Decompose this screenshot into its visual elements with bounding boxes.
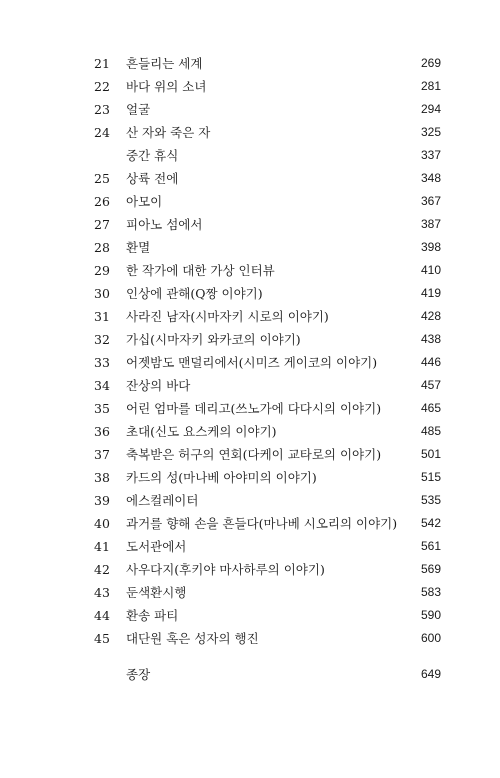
- toc-entry-title: 종장: [126, 667, 151, 682]
- toc-entry: [0, 121, 500, 144]
- toc-entry-page: 649: [420, 667, 441, 681]
- toc-entry: [0, 305, 500, 328]
- toc-entry: [0, 443, 500, 466]
- toc-entry-number: 26: [94, 194, 110, 209]
- toc-entry: [0, 604, 500, 627]
- toc-entry: [0, 489, 500, 512]
- toc-entry-title: 대단원 혹은 성자의 행진: [126, 631, 259, 646]
- toc-entry-title: 초대(신도 요스케의 이야기): [126, 424, 277, 439]
- toc-entry-number: 30: [94, 286, 110, 301]
- toc-entry-page: 561: [420, 539, 441, 553]
- toc-entry-page: 583: [420, 585, 441, 599]
- toc-entry-title: 환송 파티: [126, 608, 179, 623]
- toc-entry-number: 44: [94, 608, 110, 623]
- toc-entry: [0, 259, 500, 282]
- toc-entry-title: 사우다지(후키야 마사하루의 이야기): [126, 562, 325, 577]
- toc-entry-page: 387: [420, 217, 441, 231]
- toc-entry-title: 에스컬레이터: [126, 493, 199, 508]
- toc-entry-number: 24: [94, 125, 110, 140]
- toc-entry-page: 410: [420, 263, 441, 277]
- toc-entry-page: 465: [420, 401, 441, 415]
- toc-entry-title: 과거를 향해 손을 흔들다(마나베 시오리의 이야기): [126, 516, 398, 531]
- toc-entry: [0, 52, 500, 75]
- toc-entry-page: 600: [420, 631, 441, 645]
- toc-entry-number: 31: [94, 309, 110, 324]
- toc-entry-number: 38: [94, 470, 110, 485]
- toc-entry-number: 34: [94, 378, 110, 393]
- toc-entry-page: 325: [420, 125, 441, 139]
- toc-entry-number: 27: [94, 217, 110, 232]
- toc-entry: [0, 190, 500, 213]
- toc-entry-title: 어젯밤도 맨덜리에서(시미즈 게이코의 이야기): [126, 355, 378, 370]
- toc-entry: [0, 282, 500, 305]
- toc-entry: [0, 581, 500, 604]
- toc-entry-title: 산 자와 죽은 자: [126, 125, 211, 140]
- toc-entry-page: 294: [420, 102, 441, 116]
- toc-entry-number: 43: [94, 585, 110, 600]
- toc-entry: [0, 98, 500, 121]
- toc-entry-number: 32: [94, 332, 110, 347]
- toc-entry-page: 367: [420, 194, 441, 208]
- toc-entry-page: 419: [420, 286, 441, 300]
- toc-entry-title: 아모이: [126, 194, 163, 209]
- toc-entry-page: 337: [420, 148, 441, 162]
- toc-entry-title: 인상에 관해(Q짱 이야기): [126, 286, 263, 301]
- table-of-contents: [0, 52, 500, 650]
- toc-entry-title: 바다 위의 소녀: [126, 79, 207, 94]
- toc-entry-page: 348: [420, 171, 441, 185]
- toc-entry-title: 얼굴: [126, 102, 151, 117]
- toc-entry-number: 45: [94, 631, 110, 646]
- toc-entry: [0, 420, 500, 443]
- toc-entry-title: 사라진 남자(시마자키 시로의 이야기): [126, 309, 329, 324]
- toc-entry-title: 가십(시마자키 와카코의 이야기): [126, 332, 301, 347]
- toc-entry-title: 도서관에서: [126, 539, 187, 554]
- toc-entry-number: 39: [94, 493, 110, 508]
- toc-entry-page: 428: [420, 309, 441, 323]
- toc-entry-epilogue: [0, 663, 500, 686]
- toc-entry-number: 29: [94, 263, 110, 278]
- toc-entry-number: 35: [94, 401, 110, 416]
- toc-entry-page: 485: [420, 424, 441, 438]
- toc-entry-page: 515: [420, 470, 441, 484]
- toc-entry-title: 피아노 섬에서: [126, 217, 203, 232]
- toc-entry-title: 흔들리는 세계: [126, 56, 203, 71]
- toc-entry-page: 535: [420, 493, 441, 507]
- toc-entry-number: 21: [94, 56, 110, 71]
- toc-entry: [0, 75, 500, 98]
- toc-entry: [0, 144, 500, 167]
- toc-entry-title: 잔상의 바다: [126, 378, 191, 393]
- toc-entry: [0, 397, 500, 420]
- toc-entry-number: 42: [94, 562, 110, 577]
- toc-entry: [0, 213, 500, 236]
- toc-entry-title: 둔색환시행: [126, 585, 187, 600]
- toc-entry-number: 37: [94, 447, 110, 462]
- toc-entry-number: 41: [94, 539, 110, 554]
- toc-entry: [0, 627, 500, 650]
- toc-entry-page: 269: [420, 56, 441, 70]
- toc-entry-page: 590: [420, 608, 441, 622]
- toc-entry-title: 환멸: [126, 240, 151, 255]
- toc-entry: [0, 466, 500, 489]
- toc-entry: [0, 328, 500, 351]
- toc-entry-number: 40: [94, 516, 110, 531]
- toc-entry-page: 281: [420, 79, 441, 93]
- toc-entry-page: 569: [420, 562, 441, 576]
- toc-entry: [0, 167, 500, 190]
- toc-entry-number: 23: [94, 102, 110, 117]
- toc-entry: [0, 512, 500, 535]
- toc-entry: [0, 351, 500, 374]
- toc-entry-number: 25: [94, 171, 110, 186]
- toc-entry-title: 상륙 전에: [126, 171, 179, 186]
- toc-entry: [0, 374, 500, 397]
- toc-entry-title: 축복받은 허구의 연회(다케이 교타로의 이야기): [126, 447, 382, 462]
- toc-entry-title: 한 작가에 대한 가상 인터뷰: [126, 263, 275, 278]
- toc-entry-title: 어린 엄마를 데리고(쓰노가에 다다시의 이야기): [126, 401, 382, 416]
- toc-entry-page: 438: [420, 332, 441, 346]
- toc-entry: [0, 236, 500, 259]
- toc-entry-page: 542: [420, 516, 441, 530]
- toc-entry-number: 33: [94, 355, 110, 370]
- toc-entry-page: 457: [420, 378, 441, 392]
- toc-entry: [0, 535, 500, 558]
- toc-entry-number: 22: [94, 79, 110, 94]
- toc-entry-page: 446: [420, 355, 441, 369]
- toc-entry-number: 28: [94, 240, 110, 255]
- toc-entry-page: 398: [420, 240, 441, 254]
- toc-entry-page: 501: [420, 447, 441, 461]
- toc-entry-title: 카드의 성(마나베 아야미의 이야기): [126, 470, 317, 485]
- toc-entry: [0, 558, 500, 581]
- toc-entry-number: 36: [94, 424, 110, 439]
- toc-entry-title: 중간 휴식: [126, 148, 179, 163]
